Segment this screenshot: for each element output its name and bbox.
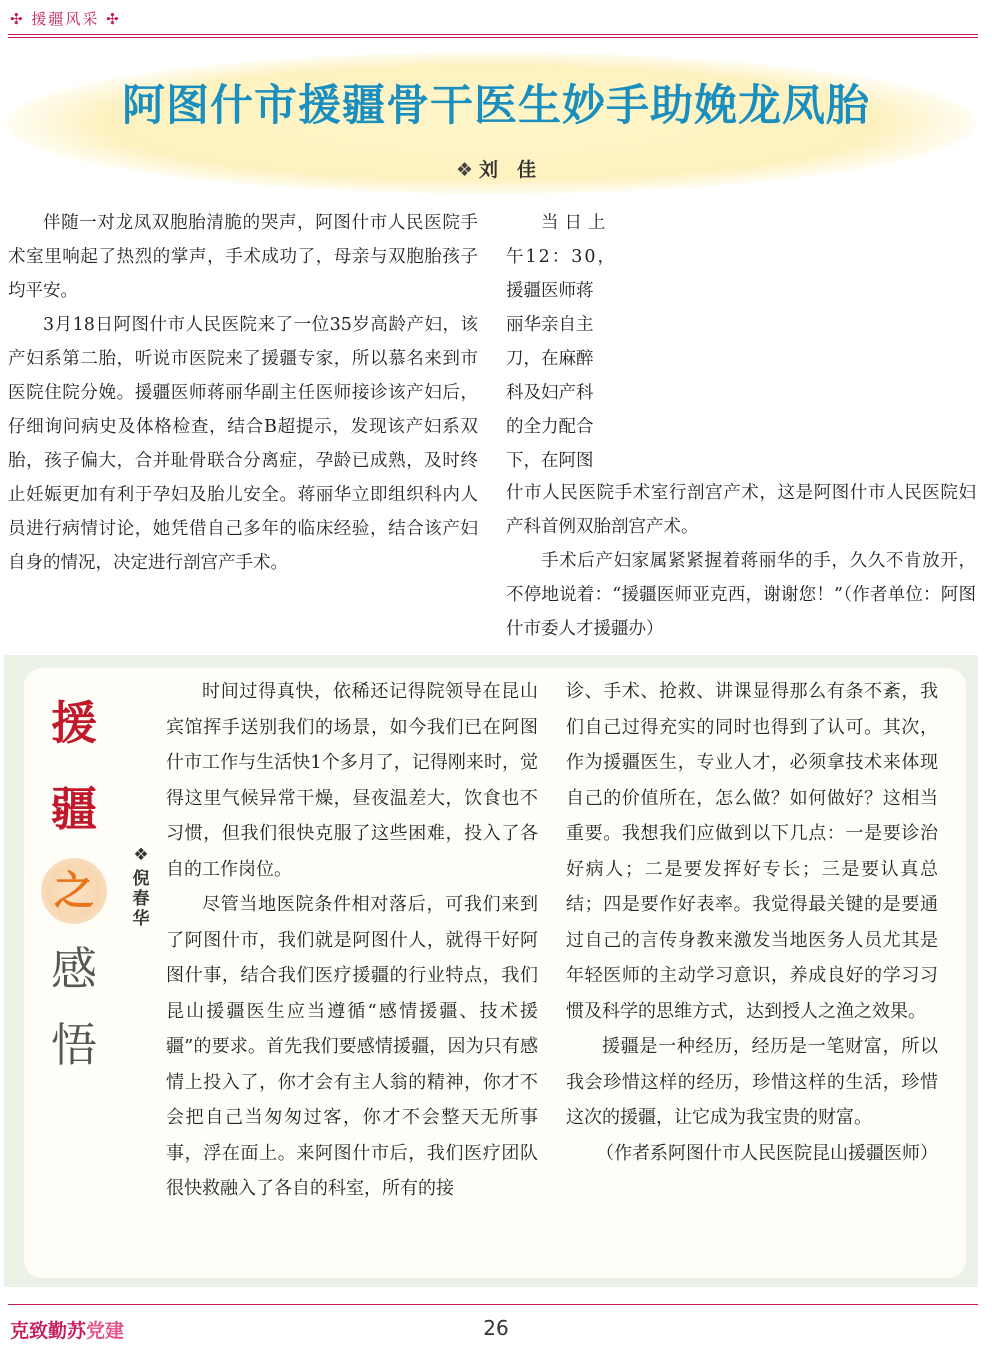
article1-paragraph: 手术后产妇家属紧紧握着蒋丽华的手，久久不肯放开，不停地说着：“援疆医师亚克西，谢谢您！”（作者单位：阿图什市委人才援疆办）: [506, 551, 976, 639]
narrow-line: 当日上: [541, 213, 612, 233]
article2-paragraph: 尽管当地医院条件相对落后，可我们来到了阿图什市，我们就是阿图什人，就得干好阿图什事，结合我们医疗援疆的行业特点，我们昆山援疆医生应当遵循“感情援疆、技术援疆”的要求。首先我们要感情援疆，因为只有感情上投入了，你才会有主人翁的精神，你才不会把自己当匆匆过客，你才不会整天无所事事，浮在面上。来阿图什市后，我们医疗团队很快救融入了各自的科室，所有的接: [166, 894, 538, 1199]
author-char: 倪: [132, 869, 150, 889]
article1-narrow-column: [506, 206, 626, 478]
author-char: 华: [132, 909, 150, 929]
brand-text-accent: 党建: [86, 1320, 125, 1342]
article2-paragraph: 诊、手术、抢救、讲课显得那么有条不紊，我们自己过得充实的同时也得到了认可。其次，作为援疆医生，专业人才，必须拿技术来体现自己的价值所在，怎么做？如何做好？这相当重要。我想我们应做到以下几点：一是要诊治好病人；二是要发挥好专长；三是要认真总结；四是要作好表率。我觉得最关键的是要通过自己的言传身教来激发当地医务人员尤其是年轻医师的主动学习意识，养成良好的学习习惯及科学的思维方式，达到授人之渔之效果。: [566, 681, 938, 1022]
header-rule: [8, 34, 978, 35]
header-rule-2: [8, 37, 978, 38]
article2-paragraph: 时间过得真快，依稀还记得院领导在昆山宾馆挥手送别我们的场景，如今我们已在阿图什市工作与生活快1个多月了，记得刚来时，觉得这里气候异常干燥，昼夜温差大，饮食也不习惯，但我们很快克服了这些困难，投入了各自的工作岗位。: [166, 681, 538, 880]
narrow-line: 下，在阿图: [506, 451, 594, 471]
narrow-line: 援疆医师蒋: [506, 281, 594, 301]
narrow-line: 的全力配合: [506, 417, 594, 437]
narrow-line: 刀，在麻醉: [506, 349, 594, 369]
title-char: 疆: [51, 782, 97, 836]
title-char: 之: [54, 867, 94, 914]
article2-left-column: [166, 674, 538, 1207]
article2-vertical-title: [40, 696, 108, 1072]
narrow-line: 丽华亲自主: [506, 315, 594, 335]
footer-rule: [8, 1304, 978, 1305]
title-char: 援: [51, 696, 97, 750]
article-title: 阿图什市援疆骨干医生妙手助娩龙凤胎: [122, 81, 870, 131]
doctor-twins-photo: [634, 190, 979, 440]
article2-author-note: （作者系阿图什市人民医院昆山援疆医师）: [596, 1142, 938, 1164]
article2-paragraph: 援疆是一种经历，经历是一笔财富，所以我会珍惜这样的经历，珍惜这样的生活，珍惜这次的援疆，让它成为我宝贵的财富。: [566, 1036, 938, 1128]
article-author: [0, 155, 992, 182]
article1-left-column: [8, 206, 478, 580]
section-header: ✣ 援疆风采 ✣: [10, 10, 121, 28]
page-number: 26: [483, 1316, 509, 1340]
article1-paragraph: 伴随一对龙凤双胞胎清脆的哭声，阿图什市人民医院手术室里响起了热烈的掌声，手术成功了，母亲与双胞胎孩子均平安。: [8, 213, 478, 301]
article2-author: [128, 845, 154, 929]
article1-paragraph: 什市人民医院手术室行剖宫产术，这是阿图什市人民医院妇产科首例双胎剖宫产术。: [506, 483, 976, 537]
narrow-line: 科及妇产科: [506, 383, 594, 403]
article1-right-column: [506, 476, 976, 646]
article1-paragraph: 3月18日阿图什市人民医院来了一位35岁高龄产妇，该产妇系第二胎，听说市医院来了援疆专家，所以慕名来到市医院住院分娩。援疆医师蒋丽华副主任医师接诊该产妇后，仔细询问病史及体格检查，结合B超提示，发现该产妇系双胎，孩子偏大，合并耻骨联合分离症，孕龄已成熟，及时终止妊娠更加有利于孕妇及胎儿安全。蒋丽华立即组织科内人员进行病情讨论，她凭借自己多年的临床经验，结合该产妇自身的情况，决定进行剖宫产手术。: [8, 315, 478, 573]
author-name: 刘 佳: [479, 159, 537, 181]
article2-right-column: [566, 674, 938, 1171]
brand-text: 克致勤苏: [10, 1320, 87, 1342]
narrow-line: 午12：30，: [506, 247, 618, 267]
title-circle: [41, 858, 107, 924]
diamond-bullet-icon: ❖: [455, 159, 474, 181]
author-char: 春: [132, 889, 150, 909]
title-char: 感: [51, 942, 97, 996]
title-char: 悟: [51, 1018, 97, 1072]
diamond-bullet-icon: ❖: [133, 845, 149, 865]
